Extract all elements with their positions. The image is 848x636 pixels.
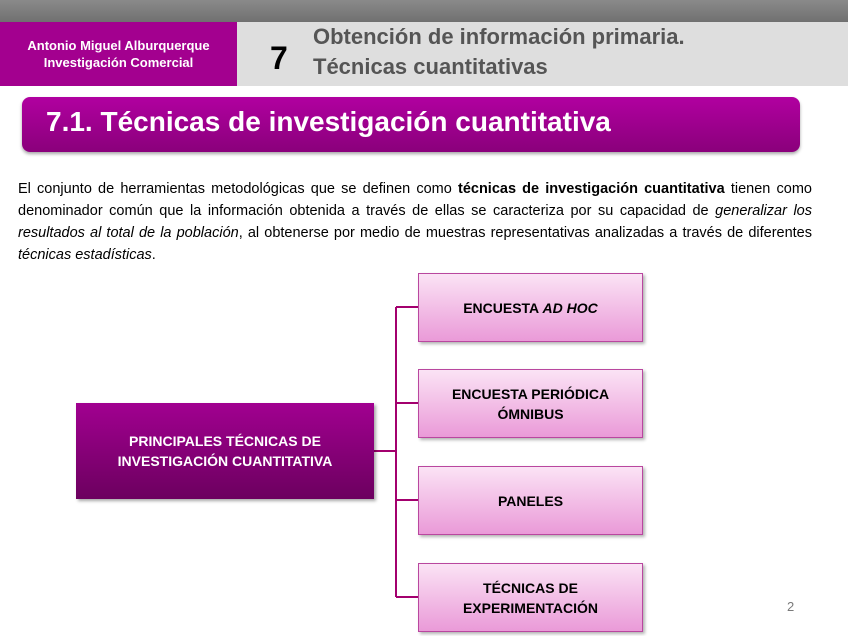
paragraph-text-1: El conjunto de herramientas metodológicas que se definen como bbox=[18, 181, 458, 197]
leaf4-line1: TÉCNICAS DE bbox=[483, 579, 578, 596]
paragraph-bold-term: técnicas de investigación cuantitativa bbox=[457, 181, 725, 197]
leaf-encuesta-omnibus bbox=[418, 369, 643, 438]
paragraph-italic-2: técnicas estadísticas bbox=[18, 247, 152, 263]
chapter-title-line2: Técnicas cuantitativas bbox=[313, 54, 548, 79]
paragraph-text-3: , al obtenerse por medio de muestras representativas analizadas a través de diferentes bbox=[238, 225, 812, 241]
author-name: Antonio Miguel Alburquerque bbox=[27, 38, 210, 53]
leaf-paneles bbox=[418, 466, 643, 535]
main-technique-box bbox=[76, 403, 374, 499]
paragraph-italic-1: generalizar los resultados al total de la población bbox=[18, 203, 812, 241]
chapter-title bbox=[313, 22, 685, 82]
paragraph-text-4: . bbox=[151, 247, 156, 263]
leaf4-line2: EXPERIMENTACIÓN bbox=[462, 599, 599, 616]
leaf2-line1: ENCUESTA PERIÓDICA bbox=[451, 385, 610, 402]
top-bar bbox=[0, 0, 848, 22]
body-paragraph bbox=[18, 178, 812, 266]
chapter-title-line1: Obtención de información primaria. bbox=[313, 24, 685, 49]
paragraph-text-2: tienen como denominador común que la información obtenida a través de ellas se caracteriza por su capacidad de bbox=[18, 181, 812, 219]
main-box-line1: PRINCIPALES TÉCNICAS DE bbox=[129, 433, 321, 449]
leaf3-text: PANELES bbox=[497, 492, 564, 509]
section-title: 7.1. Técnicas de investigación cuantitativa bbox=[46, 106, 611, 137]
leaf1-italic: AD HOC bbox=[542, 299, 598, 316]
course-name: Investigación Comercial bbox=[43, 55, 194, 70]
section-title-bar bbox=[22, 97, 800, 152]
author-box bbox=[0, 22, 237, 86]
leaf1-text: ENCUESTA bbox=[463, 299, 543, 316]
main-box-line2: INVESTIGACIÓN CUANTITATIVA bbox=[117, 453, 333, 469]
page-number: 2 bbox=[787, 599, 795, 614]
chapter-number: 7 bbox=[270, 40, 288, 76]
leaf-experimentacion bbox=[418, 563, 643, 632]
leaf-encuesta-ad-hoc bbox=[418, 273, 643, 342]
leaf2-line2: ÓMNIBUS bbox=[497, 405, 564, 422]
